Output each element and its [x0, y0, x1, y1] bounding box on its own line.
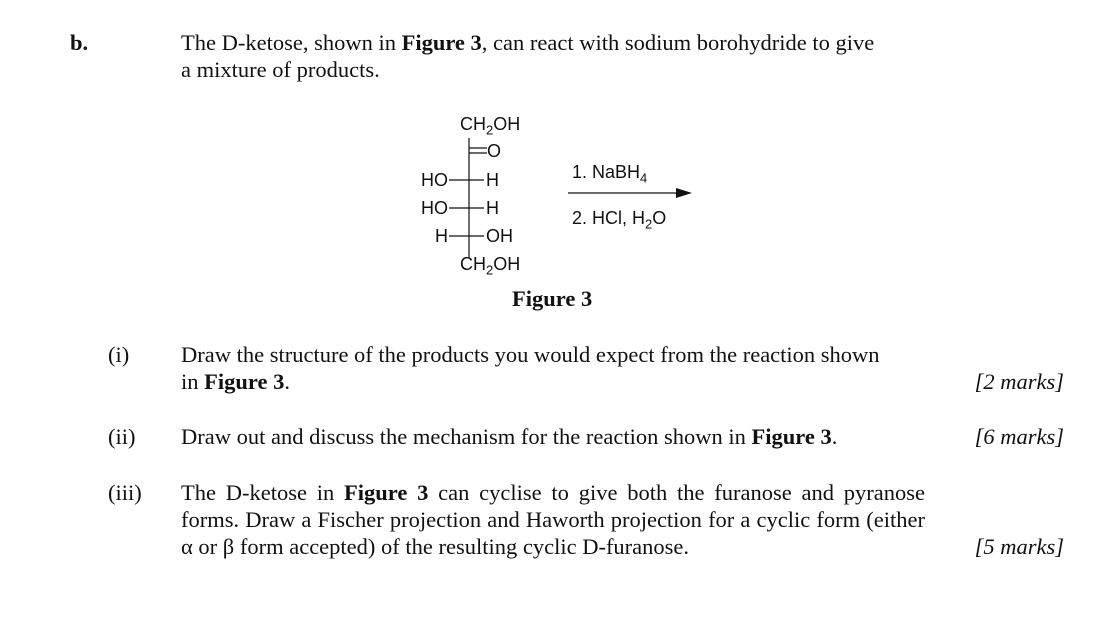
- marks-label: [6 marks]: [974, 424, 1064, 449]
- reagent-step-2: 2. HCl, $H_2O$: [572, 208, 667, 232]
- figure-reference: Figure 3: [204, 369, 285, 394]
- question-text: The D-ketose in Figure 3 can cyclise to give both the furanose and pyranose forms. Draw a Fischer projection and Haworth projection for a cyclic form (either α or β form accepted) of the resulting cyclic D-furanose.: [181, 480, 925, 559]
- figure-reference: Figure 3: [751, 424, 832, 449]
- question-number: (iii): [108, 480, 142, 505]
- question-text: Draw out and discuss the mechanism for the reaction shown in Figure 3.: [181, 424, 838, 449]
- figure-caption: Figure 3: [512, 286, 593, 311]
- row3-left-group: H: [435, 226, 448, 246]
- question-number: (ii): [108, 424, 136, 449]
- top-group-ch2oh: $CH_2OH$: [460, 114, 521, 138]
- row3-right-group: OH: [486, 226, 513, 246]
- marks-label: [2 marks]: [974, 369, 1064, 394]
- question-text: Draw the structure of the products you would expect from the reaction shown in Figure 3.: [181, 342, 880, 394]
- carbonyl-oxygen: O: [487, 141, 502, 161]
- marks-label: [5 marks]: [974, 534, 1064, 559]
- intro-text: The D-ketose, shown in Figure 3, can react with sodium borohydride to give a mixture of products.: [181, 30, 875, 82]
- figure-reference: Figure 3: [401, 30, 482, 55]
- question-number: (i): [108, 342, 130, 367]
- bottom-group-ch2oh: $CH_2OH$: [460, 254, 521, 278]
- row2-right-group: H: [486, 198, 499, 218]
- row2-left-group: HO: [421, 198, 448, 218]
- row1-right-group: H: [486, 170, 499, 190]
- figure-reference: Figure 3: [344, 480, 429, 505]
- reagent-step-1: 1. NaBH$_4$: [572, 162, 648, 186]
- section-label: b.: [70, 30, 89, 55]
- row1-left-group: HO: [421, 170, 448, 190]
